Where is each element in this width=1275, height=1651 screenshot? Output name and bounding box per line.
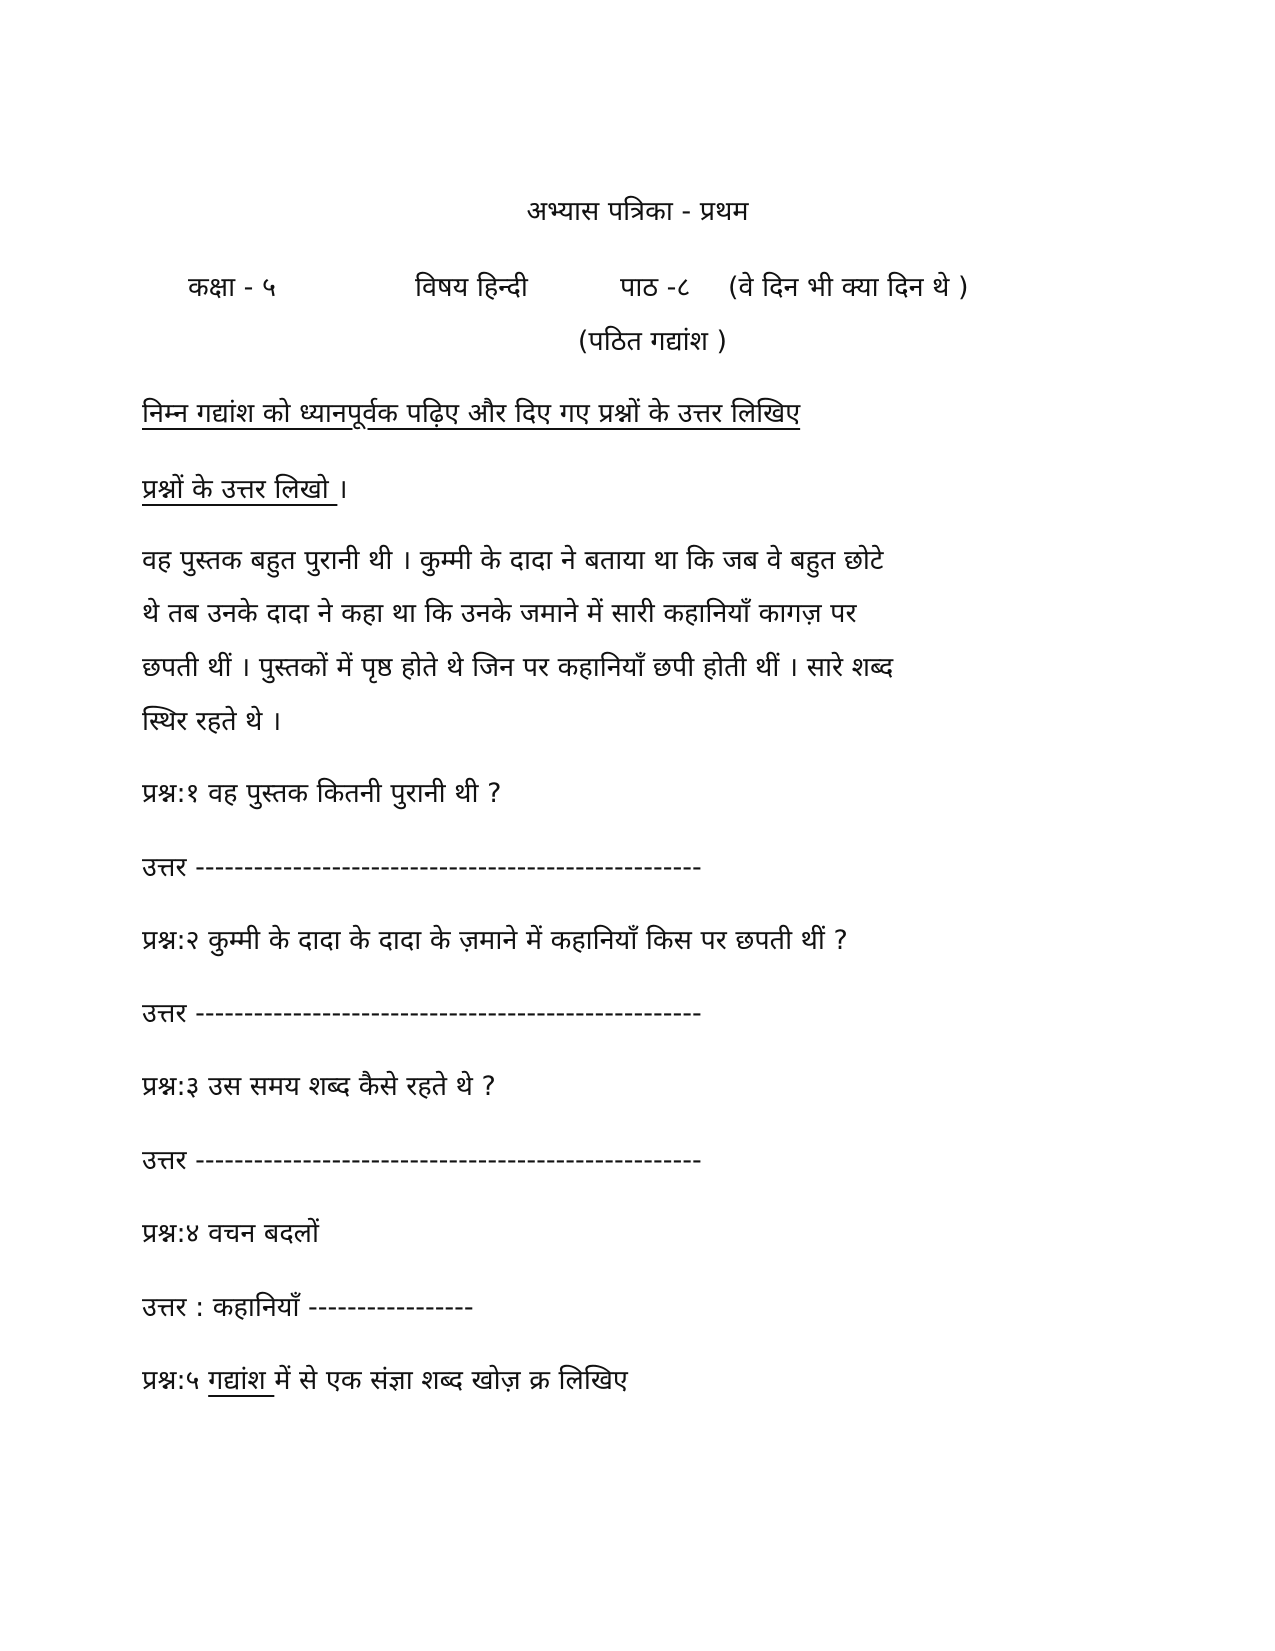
passage-line: स्थिर रहते थे । xyxy=(142,706,282,737)
answer-line-4: उत्तर : कहानियाँ ----------------- xyxy=(142,1292,474,1323)
question-5-rest: में से एक संज्ञा शब्द खोज़ क्र लिखिए xyxy=(274,1365,628,1396)
passage-type: (पठित गद्यांश ) xyxy=(577,326,728,357)
answer-line-1: उत्तर ---------------------------------------------------- xyxy=(142,852,702,883)
answer-line-3: उत्तर ---------------------------------------------------- xyxy=(142,1145,702,1176)
question-5-underlined: गद्यांश xyxy=(208,1365,275,1396)
question-4: प्रश्न:४ वचन बदलों xyxy=(142,1218,319,1249)
question-3: प्रश्न:३ उस समय शब्द कैसे रहते थे ? xyxy=(142,1071,496,1102)
question-5 xyxy=(142,1365,628,1397)
answer-line-2: उत्तर ---------------------------------------------------- xyxy=(142,998,702,1029)
instruction-line-2-underlined: प्रश्नों के उत्तर लिखो xyxy=(142,474,338,505)
question-2: प्रश्न:२ कुम्मी के दादा के दादा के ज़माने में कहानियाँ किस पर छपती थीं ? xyxy=(142,925,848,956)
instruction-line-1: निम्न गद्यांश को ध्यानपूर्वक पढ़िए और दिए गए प्रश्नों के उत्तर लिखिए xyxy=(142,398,801,429)
class-label: कक्षा - ५ xyxy=(188,272,277,303)
question-1: प्रश्न:१ वह पुस्तक कितनी पुरानी थी ? xyxy=(142,778,502,809)
lesson-title: (वे दिन भी क्या दिन थे ) xyxy=(728,272,969,303)
worksheet-title: अभ्यास पत्रिका - प्रथम xyxy=(526,196,749,227)
passage-line: वह पुस्तक बहुत पुरानी थी । कुम्मी के दादा ने बताया था कि जब वे बहुत छोटे xyxy=(142,545,884,576)
instruction-line-2 xyxy=(142,474,348,506)
lesson-label: पाठ -८ xyxy=(620,272,691,303)
instruction-line-2-end: । xyxy=(337,474,348,505)
passage-line: छपती थीं । पुस्तकों में पृष्ठ होते थे जिन पर कहानियाँ छपी होती थीं । सारे शब्द xyxy=(142,652,894,683)
question-5-prefix: प्रश्न:५ xyxy=(142,1365,209,1396)
subject-label: विषय हिन्दी xyxy=(415,272,528,303)
passage-line: थे तब उनके दादा ने कहा था कि उनके जमाने में सारी कहानियाँ कागज़ पर xyxy=(142,598,857,629)
